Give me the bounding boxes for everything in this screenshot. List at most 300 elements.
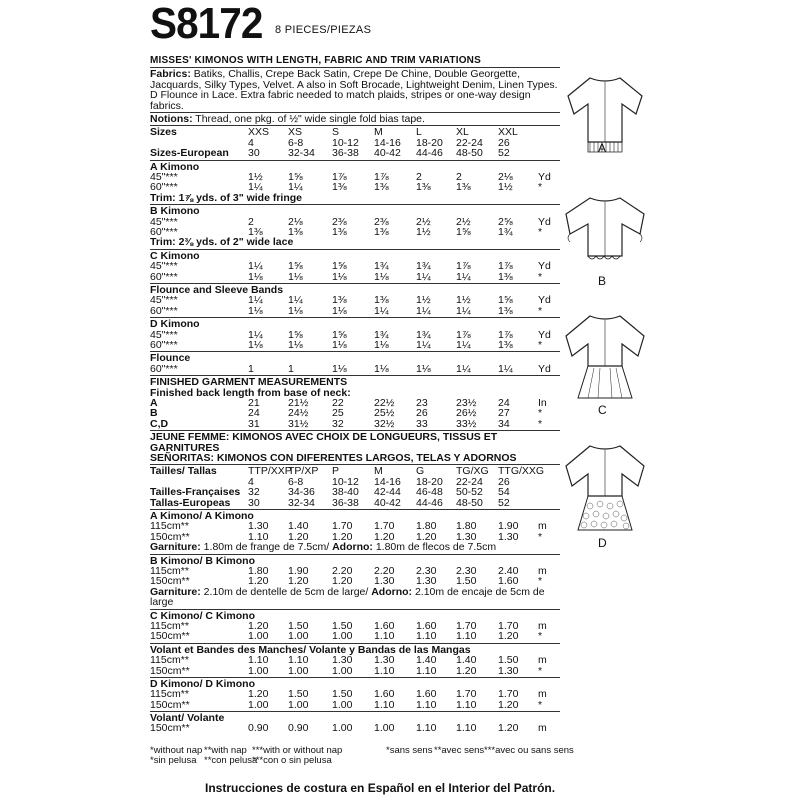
table-cell: 24 [498,396,510,409]
table-cell: 1⅛ [416,362,431,375]
table-cell: Yd [538,362,551,375]
table-cell: 1.20 [248,688,269,701]
table-cell: 22-24 [456,475,483,488]
table-cell: Yd [538,328,551,341]
table-cell: 34-36 [288,486,315,499]
row-label: 150cm** [150,698,190,711]
table-cell: 18-20 [416,136,443,149]
table-cell: Yd [538,260,551,273]
table-cell: L [416,126,422,139]
footnote: **avec sens [434,745,485,756]
table-cell: 0.90 [248,722,269,735]
table-row [150,272,560,282]
table-cell: 1.20 [248,619,269,632]
table-cell: 1.50 [332,688,353,701]
row-label: 45"*** [150,328,178,341]
table-cell: P [332,465,340,478]
table-cell: 2.30 [456,564,477,577]
table-cell: 2⅝ [498,215,513,228]
divider [150,204,560,205]
table-cell: 1.30 [416,575,437,588]
table-cell: 36-38 [332,147,359,160]
table-cell: 1½ [248,171,263,184]
table-cell: 34 [498,417,510,430]
table-cell: 1⅜ [288,226,303,238]
table-cell: 1⅛ [332,304,347,317]
title: MISSES' KIMONOS WITH LENGTH, FABRIC AND TRIM VARIATIONS [150,55,481,66]
pattern-envelope-text [150,56,560,734]
table-row [150,487,560,497]
view-a-illustration [560,70,650,170]
row-label: Tallas-Europeas [150,496,231,509]
row-label: Tailles-Françaises [150,486,241,499]
table-cell: 1.60 [374,619,395,632]
table-cell: 1.10 [456,698,477,711]
finished-sub: Finished back length from base of neck: [150,386,351,399]
sizes-table-en [150,127,560,158]
sizes-table-fr [150,466,560,508]
row-label: 60"*** [150,304,178,317]
table-cell: 31 [248,417,260,430]
table-cell: 1.10 [288,654,309,667]
table-cell: m [538,722,547,735]
table-cell: 1⅞ [456,328,471,341]
section-heading: Volant/ Volante [150,712,225,725]
row-label: 60"*** [150,181,178,194]
section-heading: Volant et Bandes des Manches/ Volante y Bandas de las Mangas [150,643,471,656]
row-label: 45"*** [150,260,178,273]
table-cell: 1.60 [416,619,437,632]
table-cell: 6-8 [288,136,304,149]
table-cell: 40-42 [374,496,401,509]
table-cell: 1½ [416,226,431,238]
row-label: 115cm** [150,654,189,667]
table-cell: 10-12 [332,136,359,149]
table-cell: S [332,126,340,139]
table-cell: 1.10 [248,530,269,543]
table-cell: 1.30 [456,530,477,543]
table-cell: 52 [498,147,510,160]
table-cell: 1.00 [332,722,353,735]
table-cell: Yd [538,171,551,184]
fabrics-text: Batiks, Challis, Crepe Back Satin, Crepe De Chine, Double Georgette, Jacquards, Silky Types, Velvet. A also in Soft Brocade, Lightweight Denim, Linen Types. D Flounce in Lace. Extra fabric needed to match plaids, stripes or one-way design fabrics. [150,68,558,112]
table-cell: 30 [248,147,260,160]
table-cell: 1⅝ [456,226,471,238]
table-cell: 22½ [374,396,395,409]
table-cell: Yd [538,215,551,228]
table-cell: 1⅞ [332,171,347,184]
table-cell: 1⅜ [456,181,471,194]
row-label: B [150,407,158,420]
table-cell: 48-50 [456,496,483,509]
table-cell: 32½ [374,417,395,430]
row-label: 45"*** [150,171,178,184]
table-row [150,700,560,710]
table-cell: 6-8 [288,475,304,488]
table-row [150,364,560,374]
footnote: ***con o sin pelusa [252,755,332,766]
row-label: 60"*** [150,362,178,375]
table-cell: 26 [416,407,428,420]
table-row [150,182,560,192]
section-heading: B Kimono/ B Kimono [150,554,255,567]
table-cell: 2⅛ [498,171,513,184]
table-cell: 1.20 [498,630,519,643]
table-cell: 30 [248,496,260,509]
table-cell: * [538,338,543,351]
table-cell: 1⅜ [416,181,431,194]
table-cell: 1.20 [248,575,269,588]
table-cell: * [538,270,543,283]
view-b-label: B [598,274,607,288]
table-cell: 1⅜ [374,226,389,238]
table-cell: 1 [248,362,254,375]
table-cell: 1¼ [374,304,389,317]
row-label: 60"*** [150,270,178,283]
table-cell: 2½ [416,215,431,228]
footnote: *sin pelusa [150,755,197,766]
fabrics-paragraph [150,69,560,111]
trim-note: Trim: 2⅜ yds. of 2" wide lace [150,236,294,249]
table-cell: 2⅜ [332,215,347,228]
divider [150,317,560,318]
table-cell: 1.30 [498,530,519,543]
section-heading: D Kimono [150,318,200,331]
table-cell: 1.00 [248,664,269,677]
table-cell: 22 [332,396,344,409]
table-cell: 1⅛ [248,338,263,351]
row-label: 115cm** [150,619,189,632]
table-cell: 1⅜ [374,181,389,194]
table-cell: 22-24 [456,136,483,149]
table-cell: 25 [332,407,344,420]
table-cell: 14-16 [374,136,401,149]
table-cell: M [374,126,383,139]
table-row [150,340,560,350]
table-cell: 1⅛ [288,338,303,351]
table-cell: * [538,181,543,194]
table-cell: 1⅜ [374,294,389,307]
table-cell: * [538,304,543,317]
table-cell: 26 [498,136,510,149]
table-cell: 1.10 [248,654,269,667]
table-cell: 1.80 [456,520,477,533]
row-label: C,D [150,417,169,430]
table-cell: 1⅛ [288,304,303,317]
table-cell: TP/XP [288,465,319,478]
view-d-illustration [560,440,650,540]
footnote: ***avec ou sans sens [484,745,574,756]
table-cell: 4 [248,475,254,488]
table-cell: 0.90 [288,722,309,735]
table-cell: 1.00 [332,630,353,643]
table-row [150,532,560,542]
table-cell: 1¼ [248,181,263,194]
row-label: 150cm** [150,664,190,677]
table-cell: 2 [416,171,422,184]
table-cell: 27 [498,407,510,420]
table-cell: 32-34 [288,496,315,509]
table-cell: 23½ [456,396,477,409]
fabrics-label: Fabrics: [150,68,191,81]
table-cell: 1.70 [374,520,395,533]
table-row [150,666,560,676]
table-cell: 1¾ [374,260,389,273]
table-cell: 1¼ [416,304,431,317]
section-heading: C Kimono [150,249,200,262]
table-cell: TTG/XXG [498,465,545,478]
table-cell: 1⅝ [498,294,513,307]
section-heading: A Kimono/ A Kimono [150,509,254,522]
row-label: A [150,396,158,409]
footnote: **with nap [204,745,247,756]
finished-table [150,398,560,429]
table-cell: 32 [248,486,260,499]
section-heading: D Kimono/ D Kimono [150,677,255,690]
table-cell: * [538,530,543,543]
table-cell: 1.10 [456,630,477,643]
table-cell: 1⅝ [332,260,347,273]
table-cell: 1.00 [332,698,353,711]
table-cell: 38-40 [332,486,359,499]
footnotes [150,745,574,766]
section-heading: Flounce [150,352,191,365]
footnote: *sans sens [386,745,433,756]
table-cell: 33 [416,417,428,430]
table-cell: 21½ [288,396,309,409]
divider [150,351,560,352]
table-cell: G [416,465,425,478]
table-cell: 40-42 [374,147,401,160]
table-cell: 1⅞ [374,171,389,184]
table-cell: 1.20 [374,530,395,543]
table-cell: 1⅞ [498,260,513,273]
table-cell: 2½ [456,215,471,228]
table-cell: 1 [288,362,294,375]
table-cell: 54 [498,486,510,499]
table-cell: 25½ [374,407,395,420]
notions-text: Thread, one pkg. of ½" wide single fold bias tape. [192,113,425,126]
table-cell: 1.90 [498,520,519,533]
table-cell: 1⅜ [498,304,513,317]
table-cell: 1¼ [288,181,303,194]
table-cell: 1.80 [416,520,437,533]
trim-text: 1.80m de frange de 7.5cm/ [200,541,333,554]
table-cell: 1.30 [248,520,269,533]
table-row [150,723,560,733]
table-cell: 1⅛ [332,362,347,375]
table-cell: 10-12 [332,475,359,488]
row-label: Tailles/ Tallas [150,465,217,478]
table-cell: 1.20 [332,530,353,543]
table-cell: 1⅞ [498,328,513,341]
table-row [150,576,560,586]
table-cell: 1.20 [332,575,353,588]
table-cell: 21 [248,396,260,409]
table-cell: * [538,664,543,677]
table-cell: 1⅝ [288,171,303,184]
table-cell: 1¼ [456,270,471,283]
table-cell: * [538,226,543,238]
table-cell: 1⅞ [456,260,471,273]
table-cell: 1.40 [416,654,437,667]
row-label: 150cm** [150,722,190,735]
trim-note [150,587,560,608]
trim-note: Trim: 1⅞ yds. of 3" wide fringe [150,191,303,204]
table-cell: * [538,407,543,420]
table-cell: 26½ [456,407,477,420]
table-cell: 1⅝ [288,260,303,273]
table-cell: 1.10 [416,698,437,711]
table-cell: 1.10 [374,630,395,643]
table-cell: 1⅛ [374,270,389,283]
table-cell: TG/XG [456,465,489,478]
table-cell: m [538,688,547,701]
table-cell: 1.20 [498,722,519,735]
table-cell: 1¾ [416,260,431,273]
table-cell: 32 [332,417,344,430]
row-label: 150cm** [150,530,190,543]
table-cell: 1¼ [456,362,471,375]
table-cell: 1⅛ [374,338,389,351]
table-cell: 1¼ [456,338,471,351]
table-cell: 2⅜ [374,215,389,228]
fr-title-2: SEÑORITAS: KIMONOS CON DIFERENTES LARGOS, TELAS Y ADORNOS [150,451,517,464]
table-cell: XS [288,126,303,139]
table-cell: 1.70 [456,619,477,632]
table-cell: 1.80 [248,564,269,577]
table-cell: 46-48 [416,486,443,499]
table-cell: 44-46 [416,147,443,160]
table-cell: 1.30 [498,664,519,677]
table-cell: 1.00 [288,664,309,677]
section-heading: Flounce and Sleeve Bands [150,283,284,296]
table-cell: m [538,520,547,533]
table-cell: 1.60 [374,688,395,701]
row-label: 45"*** [150,215,178,228]
table-cell: 1.60 [416,688,437,701]
table-cell: 1.30 [374,654,395,667]
table-cell: 1¾ [498,226,513,238]
row-label: 60"*** [150,338,178,351]
table-cell: 48-50 [456,147,483,160]
table-cell: 1⅛ [374,362,389,375]
table-cell: 2⅛ [288,215,303,228]
table-cell: 1⅛ [288,270,303,283]
row-label: 150cm** [150,630,190,643]
table-cell: 1.10 [374,664,395,677]
table-cell: 1.10 [374,698,395,711]
table-cell: 1.10 [456,722,477,735]
table-cell: 1.20 [288,575,309,588]
table-cell: 36-38 [332,496,359,509]
table-cell: * [538,698,543,711]
view-d-label: D [598,536,607,550]
table-cell: 1.40 [456,654,477,667]
table-cell: 33½ [456,417,477,430]
table-cell: 1⅜ [498,338,513,351]
row-label: Sizes-European [150,147,229,160]
table-cell: 1.00 [374,722,395,735]
table-cell: 1.10 [416,664,437,677]
table-cell: * [538,630,543,643]
row-label: 60"*** [150,226,178,238]
table-cell: XXL [498,126,518,139]
table-row [150,227,560,237]
table-cell: 1¼ [416,270,431,283]
table-cell: 1.70 [498,688,519,701]
table-cell: 1¼ [248,328,263,341]
table-cell: 2.30 [416,564,437,577]
row-label: 115cm** [150,520,189,533]
table-cell: 1.20 [288,530,309,543]
footnote: *without nap [150,745,203,756]
table-cell: 1.40 [288,520,309,533]
table-cell: 1.50 [288,688,309,701]
trim-note [150,542,560,552]
table-cell: 24 [248,407,260,420]
table-cell: 1.50 [288,619,309,632]
table-cell: 1.60 [498,575,519,588]
table-cell: 1.00 [332,664,353,677]
table-cell: 1⅛ [248,304,263,317]
finished-head: FINISHED GARMENT MEASUREMENTS [150,376,348,389]
table-cell: 1.30 [374,575,395,588]
trim-text: 2.10m de encaje de 5cm de large [150,585,545,609]
instructions-note: Instrucciones de costura en Español en el Interior del Patrón. [205,781,556,795]
table-cell: 1⅝ [332,328,347,341]
table-cell: 42-44 [374,486,401,499]
table-cell: In [538,396,547,409]
table-cell: 1½ [416,294,431,307]
table-cell: 1¼ [456,304,471,317]
table-cell: 18-20 [416,475,443,488]
table-cell: m [538,564,547,577]
table-cell: 2.20 [332,564,353,577]
table-cell: m [538,654,547,667]
pieces-count: 8 PIECES/PIEZAS [275,24,372,36]
table-cell: 1⅜ [332,181,347,194]
table-cell: 2 [456,171,462,184]
divider [150,160,560,161]
table-row [150,655,560,665]
table-cell: * [538,575,543,588]
table-cell: 24½ [288,407,309,420]
table-row [150,498,560,508]
table-cell: 1¾ [416,328,431,341]
table-cell: M [374,465,383,478]
table-cell: 1.00 [248,630,269,643]
table-cell: 1.50 [332,619,353,632]
fr-title-1: JEUNE FEMME: KIMONOS AVEC CHOIX DE LONGUEURS, TISSUS ET GARNITURES [150,431,498,454]
table-cell: 52 [498,496,510,509]
table-cell: 1⅜ [332,226,347,238]
table-cell: 1⅛ [248,270,263,283]
row-label: 150cm** [150,575,190,588]
table-cell: XXS [248,126,270,139]
yardage-fr [150,511,560,734]
table-cell: 1¼ [416,338,431,351]
table-cell: * [538,417,543,430]
table-row [150,419,560,429]
table-cell: 1.90 [288,564,309,577]
trim-text: 1.80m de flecos de 7.5cm [372,541,497,554]
pattern-number: S8172 [150,0,263,48]
table-cell: 1.00 [288,698,309,711]
table-cell: 1⅜ [248,226,263,238]
table-cell: 4 [248,136,254,149]
table-cell: 50-52 [456,486,483,499]
